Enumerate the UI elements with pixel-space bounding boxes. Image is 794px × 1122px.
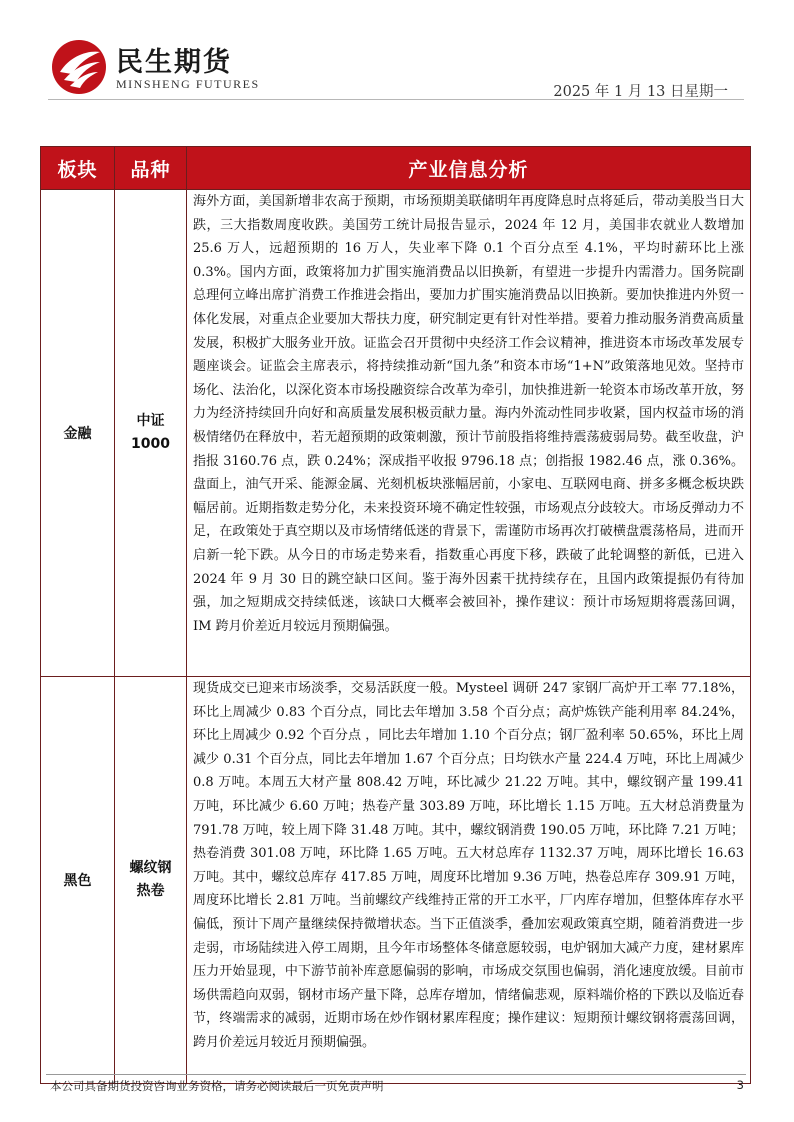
sector-cell: 金融	[41, 190, 115, 677]
header-sector: 板块	[41, 147, 115, 190]
header-analysis: 产业信息分析	[187, 147, 751, 190]
analysis-cell: 海外方面，美国新增非农高于预期，市场预期美联储明年再度降息时点将延后，带动美股当日大跌，三大指数周度收跌。美国劳工统计局报告显示，2024 年 12 月，美国非农就业人数增加 25.6 万人，远超预期的 16 万人，失业率下降 0.1 个百分点至 4.1%，平均时薪环比上涨 0.3%。国内方面，政策将加力扩围实施消费品以旧换新，有望进一步提升内需潜力。国务院副总理何立峰出席扩消费工作推进会指出，要加力扩围实施消费品以旧换新。要加快推进内外贸一体化发展，对重点企业要加大帮扶力度，研究制定更有针对性举措。要着力推动服务消费高质量发展，积极扩大服务业开放。证监会召开贯彻中央经济工作会议精神，推进资本市场改革发展专题座谈会。证监会主席表示，将持续推动新“国九条”和资本市场“1+N”政策落地见效。坚持市场化、法治化，以深化资本市场投融资综合改革为牵引，加快推进新一轮资本市场改革开放，努力为经济持续回升向好和高质量发展积极贡献力量。海内外流动性同步收紧，国内权益市场的消极情绪仍在释放中，若无超预期的政策刺激，预计节前股指将维持震荡疲弱局势。截至收盘，沪指报 3160.76 点，跌 0.24%；深成指平收报 9796.18 点；创指报 1982.46 点，涨 0.36%。盘面上，油气开采、能源金属、光刻机板块涨幅居前，小家电、互联网电商、拼多多概念板块跌幅居前。近期指数走势分化，未来投资环境不确定性较强，市场观点分歧较大。市场反弹动力不足，在政策处于真空期以及市场情绪低迷的背景下，需谨防市场再次打破横盘震荡格局，进而开启新一轮下跌。从今日的市场走势来看，指数重心再度下移，跌破了此轮调整的新低，已进入 2024 年 9 月 30 日的跳空缺口区间。鉴于海外因素干扰持续存在，且国内政策提振仍有待加强，加之短期成交持续低迷，该缺口大概率会被回补，操作建议：预计市场短期将震荡回调，IM 跨月价差近月较远月预期偏强。	[187, 190, 751, 677]
variety-name: 中证	[136, 413, 165, 429]
table-header-row	[41, 147, 751, 190]
report-date: 2025 年 1 月 13 日星期一	[553, 84, 728, 100]
header-variety: 品种	[115, 147, 187, 190]
variety-name-2: 热卷	[136, 883, 165, 899]
footer-divider	[46, 1074, 746, 1075]
variety-cell	[115, 677, 187, 1084]
analysis-cell: 现货成交已迎来市场淡季，交易活跃度一般。Mysteel 调研 247 家钢厂高炉开工率 77.18%，环比上周减少 0.83 个百分点，同比去年增加 3.58 个百分点；高炉炼铁产能利用率 84.24%，环比上周减少 0.92 个百分点 ，同比去年增加 1.10 个百分点；钢厂盈利率 50.65%，环比上周减少 0.31 个百分点，同比去年增加 1.67 个百分点；日均铁水产量 224.4 万吨，环比上周减少 0.8 万吨。本周五大材产量 808.42 万吨，环比减少 21.22 万吨。其中，螺纹钢产量 199.41 万吨，环比减少 6.60 万吨；热卷产量 303.89 万吨，环比增长 1.15 万吨。五大材总消费量为 791.78 万吨，较上周下降 31.48 万吨。其中，螺纹钢消费 190.05 万吨，环比降 7.21 万吨；热卷消费 301.08 万吨，环比降 1.65 万吨。五大材总库存 1132.37 万吨，周环比增长 16.63 万吨。其中，螺纹总库存 417.85 万吨，周度环比增加 9.36 万吨，热卷总库存 309.91 万吨，周度环比增长 2.81 万吨。当前螺纹产线维持正常的开工水平，厂内库存增加，但整体库存水平偏低，预计下周产量继续保持微增状态。当下正值淡季，叠加宏观政策真空期，随着消费进一步走弱，市场陆续进入停工周期，且今年市场整体冬储意愿较弱，电炉钢加大减产力度，建材累库压力开始显现，中下游节前补库意愿偏弱的影响，市场成交氛围也偏弱，消化速度放缓。目前市场供需趋向双弱，钢材市场产量下降，总库存增加，情绪偏悲观，原料端价格的下跌以及临近春节，终端需求的减弱，近期市场在炒作钢材累库程度；操作建议：短期预计螺纹钢将震荡回调，跨月价差远月较近月预期偏强。	[187, 677, 751, 1084]
brand-name-en: MINSHENG FUTURES	[116, 77, 260, 91]
variety-name: 螺纹钢	[129, 860, 172, 876]
header-divider	[48, 99, 744, 100]
variety-code: 1000	[131, 436, 170, 452]
table-row	[41, 677, 751, 1084]
industry-analysis-table	[40, 146, 751, 1084]
variety-cell	[115, 190, 187, 677]
page-number: 3	[736, 1078, 744, 1092]
page-header	[0, 0, 794, 105]
brand-name-cn: 民生期货	[116, 47, 232, 78]
table-row	[41, 190, 751, 677]
minsheng-logo-icon	[50, 38, 108, 96]
footer-disclaimer: 本公司具备期货投资咨询业务资格，请务必阅读最后一页免责声明	[50, 1079, 384, 1093]
sector-cell: 黑色	[41, 677, 115, 1084]
